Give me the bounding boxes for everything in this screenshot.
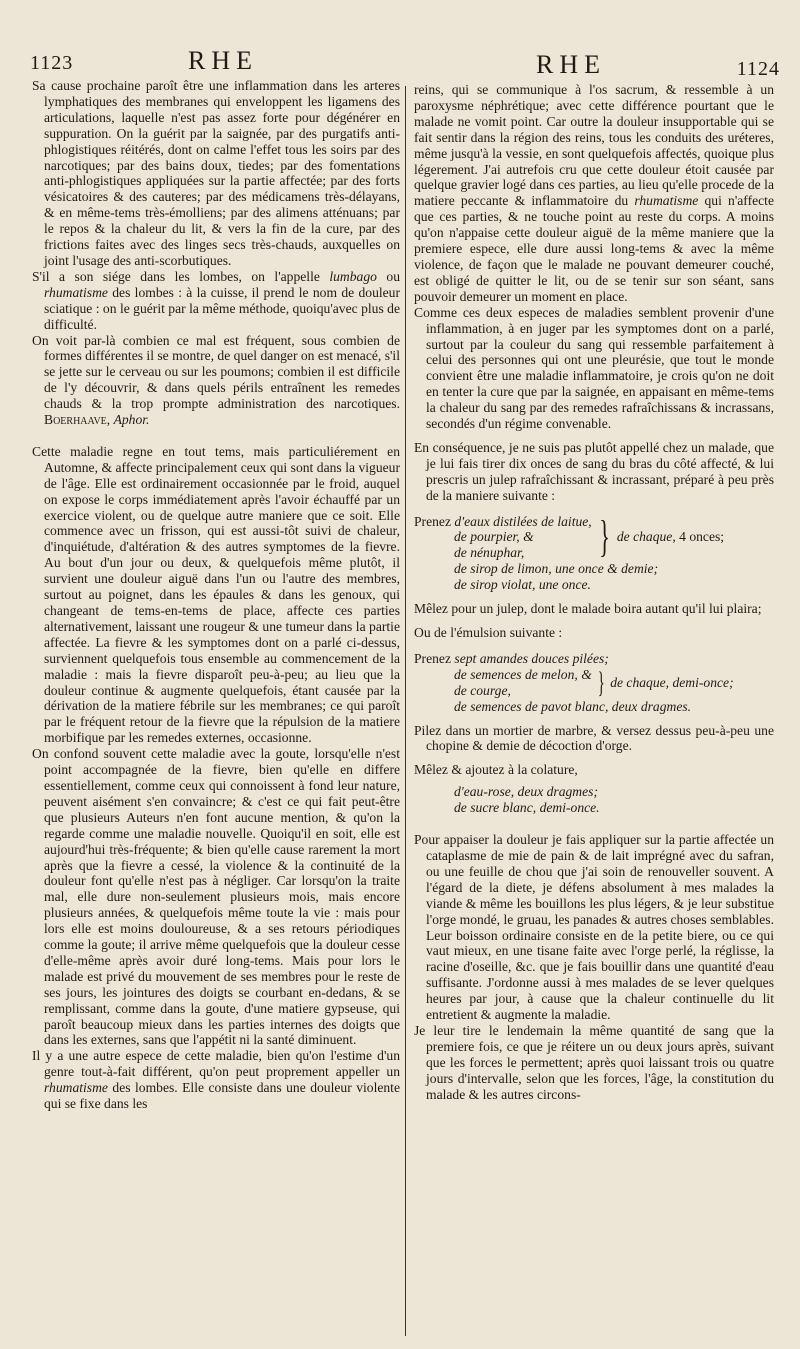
column-divider [405, 86, 406, 1336]
work-citation: Aphor. [113, 412, 150, 428]
right-running-head: RHE [536, 50, 606, 79]
right-page-number: 1124 [736, 58, 780, 80]
paragraph: Comme ces deux especes de maladies semblent provenir d'une inflammation, à en juger par les symptomes dont on a parlé, surtout par la couleur du sang qui ressemble parfaitement à celui des personnes qui ont une pleurésie, que tout le monde convient être une maladie inflammatoire, je crois qu'on ne doit en tenter la cure que par la saignée, en appaisant en même-tems la chaleur du sang par des remedes rafraîchissans & incrassans, secondés d'un régime convenable. [414, 304, 774, 432]
paragraph: On voit par-là combien ce mal est fréquent, sous combien de formes différentes il se montre, de quel danger on est menacé, s'il se jette sur le cerveau ou sur les poumons; combien il est difficile de l'y découvrir, & dans quels périls entraînent les remedes chauds & la trop prompte administration des narcotiques. Boerhaave, Aphor. [32, 332, 400, 428]
paragraph: En conséquence, je ne suis pas plutôt appellé chez un malade, que je lui fais tirer dix onces de sang du bras du côté affecté, & lui prescris un julep rafraîchissant & incrassant, préparé à peu près de la maniere suivante : [414, 439, 774, 503]
recipe-colature: d'eau-rose, deux dragmes; de sucre blanc, demi-once. [454, 784, 600, 816]
brace-mark: } [597, 665, 605, 699]
paragraph: Il y a une autre espece de cette maladie, bien qu'on l'estime d'un genre tout-à-fait différent, qu'on peut proprement appeller un rhumatisme des lombes. Elle consiste dans une douleur violente qui se fixe dans les [32, 1048, 400, 1112]
paragraph: Pilez dans un mortier de marbre, & versez dessus peu-à-peu une chopine & demie de décoction d'orge. [414, 722, 774, 754]
recipe-julep: Prenez d'eaux distilées de laitue, de pourpier, & de nénuphar, } de chaque, 4 onces; de sirop de limon, une once & demie; de sirop violat, une once. [414, 512, 725, 593]
paragraph-continued: reins, qui se communique à l'os sacrum, & ressemble à un paroxysme néphrétique; avec cette différence pourtant que le malade ne vomit point. Car outre la douleur insupportable qui se fait sentir dans la région des reins, tous les conduits des uréteres, même jusqu'à la vessie, en sont quelquefois affectés, quoique plus légerement. J'ai autrefois cru que cette douleur étoit causée par quelque gravier logé dans ces parties, au lieu qu'elle procede de la matiere peccante & inflammatoire du rhumatisme qui n'affecte que ces parties, & ne touche point au reste du corps. A moins qu'on n'appaise cette douleur aiguë de la même maniere que la premiere espece, elle dure aussi long-tems & avec la même violence, de façon que le malade ne pouvant demeurer couché, est obligé de quitter le lit, ou de se tenir sur son séant, sans pouvoir demeurer un moment en place. [414, 82, 774, 304]
paragraph: Je leur tire le lendemain la même quantité de sang que la premiere fois, ce que je réitere un ou deux jours après, suivant que les forces le permettent; après quoi laissant trois ou quatre jours d'intervalle, selon que les forces, l'âge, la constitution du malade & les autres circons- [414, 1022, 774, 1102]
paragraph: Cette maladie regne en tout tems, mais particuliérement en Automne, & affecte principalement ceux qui sont dans la vigueur de l'âge. Elle est ordinairement occasionnée par le froid, auquel on expose le corps immédiatement après l'avoir échauffé par un exercice violent, ou de quelque autre maniere que ce soit. Elle commence avec un frisson, qui est aussi-tôt suivi de chaleur, d'inquiétude, d'altération & des autres symptomes de la fievre. Au bout d'un jour ou deux, & quelquefois même plutôt, il survient une douleur aiguë dans l'un ou l'autre des membres, surtout au poignet, dans les épaules & dans les genoux, qui changeant de tems-en-tems de place, affecte ces parties alternativement, laissant une rougeur & une tumeur dans la partie affectée. La fievre & les symptomes dont on a parlé ci-dessus, surviennent quelquefois tous ensemble au commencement de la maladie : mais la fievre disparoît peu-à-peu; au lieu que la douleur continue & augmente quelquefois, étant causée par la dérivation de la matiere fébrile sur les membranes; ce qui paroît par le fréquent retour de la fievre que la répulsion de la matiere morbifique par les remedes externes, occasionne. [32, 443, 400, 746]
right-column [414, 82, 774, 1102]
paragraph: On confond souvent cette maladie avec la goute, lorsqu'elle n'est point accompagnée de la fievre, bien qu'elle en differe essentiellement, comme ceux qui connoissent à fond leur nature, peuvent aisément s'en convaincre; & c'est ce qui fait peut-être que plusieurs Auteurs n'en font aucune mention, & qu'on la regarde comme une maladie nouvelle. Quoiqu'il en soit, elle est aujourd'hui très-fréquente; & bien qu'elle cause rarement la mort après que la fievre a cessé, la violence & la continuité de la douleur font qu'elle n'est pas à négliger. Car lorsqu'on la traite mal, elle dure non-seulement plusieurs mois, mais encore plusieurs années, & quelquefois même toute la vie : mais pour lors elle est moins douloureuse, & a ses retours périodiques comme la goute; il arrive même quelquefois que la douleur cesse d'elle-même après avoir duré long-tems. Mais pour lors le malade est privé du mouvement de ses membres pour le reste de ses jours, les jointures des doigts se courbant en-dedans, & se remplissant, comme dans la goute, d'une matiere gypseuse, qui paroît beaucoup mieux dans les parties internes des doigts que dans les externes, sans que l'appétit ni la santé diminuent. [32, 746, 400, 1048]
paragraph: Mêlez pour un julep, dont le malade boira autant qu'il lui plaira; [414, 601, 762, 617]
paragraph: Pour appaiser la douleur je fais appliquer sur la partie affectée un cataplasme de mie de pain & de lait imprégné avec du safran, ou une feuille de chou que j'ai soin de renouveller souvent. A l'égard de la diete, je défens absolument à mes malades la viande & même les bouillons les plus légers, & je leur substitue l'orge mondé, le gruau, les panades & autres choses semblables. Leur boisson ordinaire consiste en de la petite biere, ou ce qui vaut mieux, en une tisane faite avec l'orge perlé, la réglisse, la racine d'oseille, &c. que je fais bouillir dans une quantité d'eau suffisante. J'ordonne aussi à mes malades de se lever quelques heures par jour, à cause que la chaleur continuelle du lit entretient & augmente la maladie. [414, 832, 774, 1023]
paragraph: Mêlez & ajoutez à la colature, [414, 762, 578, 778]
brace-mark: } [599, 512, 610, 562]
author-citation: Boerhaave, [44, 412, 111, 428]
prenez-label: Prenez [414, 513, 451, 529]
left-column [32, 78, 400, 1112]
left-running-head: RHE [188, 46, 258, 75]
paragraph: Ou de l'émulsion suivante : [414, 625, 563, 640]
paragraph: Sa cause prochaine paroît être une inflammation dans les arteres lymphatiques des membranes qui enveloppent les ligamens des articulations, laquelle n'est pas assez forte pour dégénérer en suppuration. On la guérit par la saignée, par des purgatifs anti-phlogistiques réitérés, dont on calme l'effet tous les soirs par des narcotiques; par des bains doux, tiedes; par des fomentations anti-phlogistiques appliquées sur la partie affectée; par des forts vésicatoires & des cauteres; par des médicamens très-délayans, & en même-tems très-émolliens; par des alimens atténuans; par le repos & la chaleur du lit, & vers la fin de la cure, par des frictions faites avec des linges secs très-chauds, auxquelles on joint l'usage des anti-scorbutiques. [32, 78, 400, 268]
left-page-number: 1123 [30, 52, 74, 74]
paragraph: S'il a son siége dans les lombes, on l'appelle lumbago ou rhumatisme des lombes : à la cuisse, il prend le nom de douleur sciatique : on le guérit par la même méthode, quoiqu'avec plus de difficulté. [32, 268, 400, 332]
recipe-emulsion: Prenez sept amandes douces pilées; de semences de melon, & de courge, } de chaque, demi-once; de semences de pavot blanc, deux dragmes. [414, 650, 734, 714]
